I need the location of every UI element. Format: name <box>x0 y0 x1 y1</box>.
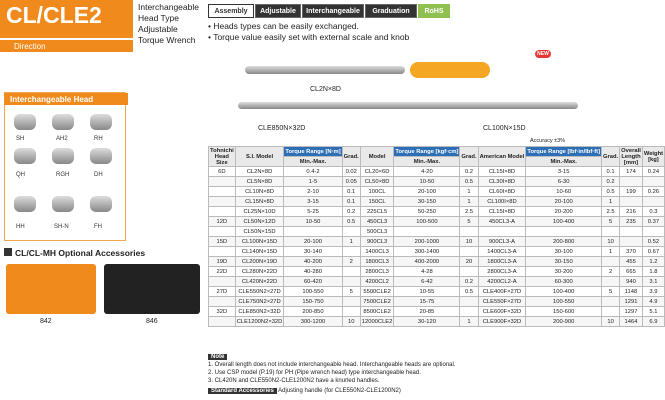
table-cell: 6D <box>209 167 236 177</box>
sub-header: Min.-Max. <box>394 157 460 167</box>
table-cell <box>342 277 360 287</box>
table-cell: CL10N×8D <box>235 187 284 197</box>
table-cell: 0.24 <box>642 167 664 177</box>
table-cell: 100CL <box>360 187 394 197</box>
table-cell: CLE900F×32D <box>478 317 526 327</box>
table-cell: 200-1000 <box>394 237 460 247</box>
table-cell: 8500CLE2 <box>360 307 394 317</box>
col-header: S.I. Model <box>235 147 284 167</box>
table-cell: 1800CL3-A <box>478 257 526 267</box>
table-cell <box>642 197 664 207</box>
table-cell: 370 <box>620 247 643 257</box>
col-header: Model <box>360 147 394 167</box>
table-row <box>209 227 665 237</box>
head-label: HH <box>16 224 25 230</box>
table-cell: 0.37 <box>642 217 664 227</box>
table-cell: 1 <box>460 187 478 197</box>
table-cell: 6.9 <box>642 317 664 327</box>
table-cell <box>209 177 236 187</box>
table-cell: CLE750N2×27D <box>235 297 284 307</box>
badge-rohs: RoHS <box>418 4 450 18</box>
head-rh-image <box>90 114 112 130</box>
table-cell: 0.5 <box>342 217 360 227</box>
table-cell <box>460 307 478 317</box>
badge-adjustable: Adjustable <box>255 4 301 18</box>
table-cell: 10 <box>460 237 478 247</box>
table-cell: 4.9 <box>642 297 664 307</box>
table-cell: 4200CL2 <box>360 277 394 287</box>
table-cell: 27D <box>209 287 236 297</box>
table-cell <box>620 197 643 207</box>
head-label: RH <box>94 136 103 142</box>
table-cell: 20-100 <box>526 197 602 207</box>
table-cell: 100-400 <box>526 287 602 297</box>
head-rgh-image <box>52 148 74 164</box>
table-cell: 1 <box>342 237 360 247</box>
table-cell: 20-85 <box>394 307 460 317</box>
table-cell <box>342 297 360 307</box>
table-cell: CL280N×22D <box>235 267 284 277</box>
case-842-image <box>6 264 96 314</box>
col-header: Tohnichi Head Size <box>210 147 234 166</box>
table-cell: 150CL <box>360 197 394 207</box>
table-cell <box>602 227 620 237</box>
heads-grid <box>6 108 124 238</box>
table-row <box>209 217 665 227</box>
table-cell <box>209 317 236 327</box>
page-title: CL/CLE2 <box>6 2 102 28</box>
table-cell <box>642 177 664 187</box>
table-cell: 5 <box>602 217 620 227</box>
head-label: DH <box>94 172 103 178</box>
table-cell: 1800CL3 <box>360 257 394 267</box>
table-cell: CL15I×8D <box>478 207 526 217</box>
table-row <box>209 297 665 307</box>
badge-graduation: Graduation <box>365 4 417 18</box>
table-cell: 0.2 <box>602 177 620 187</box>
badge-assembly: Assembly <box>208 4 254 18</box>
table-cell: 150-750 <box>284 297 342 307</box>
feature-item: • Heads types can be easily exchanged. <box>208 21 359 31</box>
table-cell <box>460 247 478 257</box>
table-cell <box>209 187 236 197</box>
table-cell: CL50N×12D <box>235 217 284 227</box>
table-cell: CL15N×8D <box>235 197 284 207</box>
table-cell: 665 <box>620 267 643 277</box>
table-cell: 1 <box>602 197 620 207</box>
table-cell: 6-30 <box>526 177 602 187</box>
table-cell: 200-850 <box>284 307 342 317</box>
table-cell: 450CL3 <box>360 217 394 227</box>
table-row <box>209 257 665 267</box>
head-label: AH2 <box>56 136 68 142</box>
table-cell: 100-550 <box>526 297 602 307</box>
table-cell: CL15I×8D <box>478 167 526 177</box>
table-cell: 2800CL3-A <box>478 267 526 277</box>
table-cell <box>602 277 620 287</box>
accessory-label: 842 <box>40 318 52 325</box>
head-shn-image <box>52 196 74 212</box>
accessory-label: 846 <box>146 318 158 325</box>
table-cell: 0.5 <box>602 187 620 197</box>
table-row <box>209 237 665 247</box>
table-cell: 4-28 <box>394 267 460 277</box>
table-cell: 50-250 <box>394 207 460 217</box>
section-marker-icon <box>4 248 12 256</box>
table-row <box>209 267 665 277</box>
table-cell: 5500CLE2 <box>360 287 394 297</box>
table-cell <box>209 197 236 207</box>
table-cell: CL140N×15D <box>235 247 284 257</box>
table-cell: 10 <box>342 317 360 327</box>
table-cell: CLE850N2×32D <box>235 307 284 317</box>
table-cell: 30-140 <box>284 247 342 257</box>
table-cell: 200-900 <box>526 317 602 327</box>
accuracy-note: Accuracy ±3% <box>530 138 566 144</box>
table-cell: CL50N×15D <box>235 227 284 237</box>
table-cell: 20 <box>460 257 478 267</box>
product-label: CL100N×15D <box>483 125 526 132</box>
table-cell: 0.1 <box>342 197 360 207</box>
table-cell: 20-200 <box>526 207 602 217</box>
table-cell: 300-1200 <box>284 317 342 327</box>
table-cell: 100-550 <box>284 287 342 297</box>
table-cell: 10 <box>602 317 620 327</box>
table-cell: 20-100 <box>394 187 460 197</box>
product-label: CLE850N×32D <box>258 125 306 132</box>
table-cell: 15-75 <box>394 297 460 307</box>
table-cell <box>602 297 620 307</box>
table-cell: 30-150 <box>394 197 460 207</box>
col-header: Overall Length [mm] <box>621 147 641 166</box>
table-cell: 5.1 <box>642 307 664 317</box>
table-cell: 12D <box>209 217 236 227</box>
table-cell: 0.02 <box>342 167 360 177</box>
table-cell: 22D <box>209 267 236 277</box>
wrench-cl2n-image <box>245 62 495 78</box>
accessory-text: Adjusting handle (for CLE550N2-CLE1200N2) <box>278 388 401 394</box>
table-cell: 0.67 <box>642 247 664 257</box>
table-cell: 0.4-2 <box>284 167 342 177</box>
head-label: SH-N <box>54 224 69 230</box>
table-cell <box>284 227 342 237</box>
note-line: 3. CL420N and CLE550N2-CLE1200N2 have a knurled handles. <box>208 378 380 384</box>
notes <box>208 353 456 395</box>
table-cell: 225CL5 <box>360 207 394 217</box>
page-subtitle: Interchangeable Head Type Adjustable Torque Wrench <box>138 2 199 45</box>
table-row <box>209 177 665 187</box>
feature-list <box>208 21 409 43</box>
table-cell: 455 <box>620 257 643 267</box>
table-cell: CL20×6D <box>360 167 394 177</box>
table-cell: 0.26 <box>642 187 664 197</box>
table-cell: 0.1 <box>602 167 620 177</box>
table-cell: 940 <box>620 277 643 287</box>
table-cell <box>209 297 236 307</box>
table-cell: 1464 <box>620 317 643 327</box>
table-cell: 10-55 <box>394 287 460 297</box>
table-cell: 4-20 <box>394 167 460 177</box>
table-cell: CL25N×10D <box>235 207 284 217</box>
table-cell: 0.05 <box>342 177 360 187</box>
feature-item: • Torque value easily set with external scale and knob <box>208 32 410 42</box>
col-header: Grad. <box>460 147 478 167</box>
table-cell: 12000CLE2 <box>361 318 393 325</box>
table-cell: 1400CL3 <box>360 247 394 257</box>
col-header: Weight [kg] <box>642 147 664 167</box>
col-header: Torque Range [kgf·cm] <box>395 148 459 155</box>
head-qh-image <box>14 148 36 164</box>
product-label: CL2N×8D <box>310 86 341 93</box>
spec-table-wrapper <box>208 146 665 327</box>
table-cell: CL420N×22D <box>235 277 284 287</box>
head-fh-image <box>90 196 112 212</box>
table-cell: 1291 <box>620 297 643 307</box>
note-line: 1. Overall length does not include interchangeable head. Interchangeable heads are optional. <box>208 362 456 368</box>
head-label: RGH <box>56 172 70 178</box>
table-cell: 3.9 <box>642 287 664 297</box>
table-row <box>209 307 665 317</box>
table-cell: 0.2 <box>342 207 360 217</box>
table-cell: 15D <box>209 237 236 247</box>
table-cell: 5-25 <box>284 207 342 217</box>
table-cell: 500CL3 <box>360 227 394 237</box>
head-dh-image <box>90 148 112 164</box>
table-cell: 1400CL3-A <box>478 247 526 257</box>
table-cell: 32D <box>209 307 236 317</box>
table-cell: CL100I×8D <box>478 197 526 207</box>
table-cell <box>342 227 360 237</box>
table-cell: 0.3 <box>642 207 664 217</box>
table-cell <box>209 207 236 217</box>
table-cell <box>342 307 360 317</box>
table-cell <box>478 227 526 237</box>
table-cell: 2 <box>342 257 360 267</box>
table-cell: 0.1 <box>342 187 360 197</box>
table-cell: 1-5 <box>284 177 342 187</box>
table-cell: 1148 <box>620 287 643 297</box>
table-cell: 2800CL3 <box>360 267 394 277</box>
table-cell: CLE550F×27D <box>478 297 526 307</box>
table-cell: 1.8 <box>642 267 664 277</box>
table-cell <box>460 267 478 277</box>
table-cell: CL30I×8D <box>478 177 526 187</box>
table-cell: 1 <box>460 317 478 327</box>
table-cell: 40-280 <box>284 267 342 277</box>
table-cell: 174 <box>620 167 643 177</box>
head-ah2-image <box>52 114 74 130</box>
table-cell: 150-600 <box>526 307 602 317</box>
table-cell <box>342 267 360 277</box>
case-846-image <box>104 264 200 314</box>
table-cell: 10-60 <box>526 187 602 197</box>
table-cell: 30-100 <box>526 247 602 257</box>
table-cell: 216 <box>620 207 643 217</box>
table-row <box>209 197 665 207</box>
table-cell: CL200N×19D <box>235 257 284 267</box>
table-cell: CLE400F×27D <box>478 287 526 297</box>
note-label: Note <box>208 354 227 360</box>
spec-table <box>208 146 665 327</box>
table-cell: 100-500 <box>394 217 460 227</box>
table-cell: 1 <box>460 197 478 207</box>
table-cell: 10-50 <box>394 177 460 187</box>
table-row <box>209 277 665 287</box>
head-label: SH <box>16 136 25 142</box>
table-cell: CLE1200N2×32D <box>236 318 283 325</box>
table-cell: 2.5 <box>460 207 478 217</box>
table-cell: 5 <box>460 217 478 227</box>
table-cell: CLE600F×32D <box>478 307 526 317</box>
optional-title: CL/CL-MH Optional Accessories <box>15 248 146 258</box>
table-cell: 200-800 <box>526 237 602 247</box>
badge-interchangeable: Interchangeable <box>302 4 364 18</box>
table-cell <box>460 227 478 237</box>
table-cell: 30-200 <box>526 267 602 277</box>
table-cell: 3-15 <box>526 167 602 177</box>
table-row <box>209 287 665 297</box>
table-cell: 0.5 <box>460 177 478 187</box>
table-cell: 19D <box>209 257 236 267</box>
table-cell <box>526 227 602 237</box>
table-cell: 5 <box>342 287 360 297</box>
wrench-cle850n-image <box>238 102 578 109</box>
new-badge: NEW <box>535 50 551 58</box>
heads-title: Interchangeable Head <box>4 93 128 105</box>
table-cell: 0.2 <box>460 277 478 287</box>
table-cell <box>209 277 236 287</box>
table-cell <box>209 247 236 257</box>
table-cell <box>394 227 460 237</box>
head-sh-image <box>14 114 36 130</box>
table-cell: 7500CLE2 <box>360 297 394 307</box>
table-cell: 0.5 <box>460 287 478 297</box>
table-cell: 20-100 <box>284 237 342 247</box>
head-label: FH <box>94 224 102 230</box>
table-cell: 10 <box>602 237 620 247</box>
table-cell: 3.1 <box>642 277 664 287</box>
table-row <box>209 207 665 217</box>
head-hh-image <box>14 196 36 212</box>
table-cell: CL100N×15D <box>235 237 284 247</box>
table-cell <box>460 297 478 307</box>
table-cell: 30-120 <box>394 317 460 327</box>
table-cell <box>342 247 360 257</box>
table-cell: 6-42 <box>394 277 460 287</box>
table-cell <box>620 237 643 247</box>
table-cell: 2-10 <box>284 187 342 197</box>
table-cell: 235 <box>620 217 643 227</box>
table-cell: CL60I×8D <box>478 187 526 197</box>
table-cell: 30-150 <box>526 257 602 267</box>
table-cell: 1297 <box>620 307 643 317</box>
table-cell <box>602 257 620 267</box>
table-cell: 10-50 <box>284 217 342 227</box>
table-cell: 400-2000 <box>394 257 460 267</box>
table-cell: CL50×8D <box>360 177 394 187</box>
table-cell: CLE550N2×27D <box>235 287 284 297</box>
table-row <box>209 187 665 197</box>
table-row <box>209 167 665 177</box>
table-cell: 2 <box>602 267 620 277</box>
table-cell <box>209 227 236 237</box>
table-cell: 2.5 <box>602 207 620 217</box>
table-cell: 1.2 <box>642 257 664 267</box>
table-cell: 3-15 <box>284 197 342 207</box>
table-row <box>209 247 665 257</box>
orange-handle <box>410 62 490 78</box>
col-header: American Model <box>478 147 526 167</box>
table-cell: 40-200 <box>284 257 342 267</box>
table-cell: 4200CL2-A <box>478 277 526 287</box>
sub-header: Min.-Max. <box>284 157 342 167</box>
table-cell <box>620 177 643 187</box>
direction-label: Direction <box>0 40 133 52</box>
table-cell: 60-420 <box>284 277 342 287</box>
table-cell: 900CL3 <box>360 237 394 247</box>
table-cell: 450CL3-A <box>478 217 526 227</box>
col-header: Grad. <box>342 147 360 167</box>
note-line: 2. Use CSP model (P.19) for PH (Pipe wrench head) type interchangeable head. <box>208 370 421 376</box>
table-cell: 5 <box>602 287 620 297</box>
table-cell <box>620 227 643 237</box>
table-cell <box>642 227 664 237</box>
table-cell: 1 <box>602 247 620 257</box>
col-header: Grad. <box>602 147 620 167</box>
table-cell: 900CL3-A <box>478 237 526 247</box>
col-header: Torque Range [N·m] <box>285 148 341 155</box>
table-cell <box>602 307 620 317</box>
table-cell: 300-1400 <box>394 247 460 257</box>
table-cell: CL2N×8D <box>235 167 284 177</box>
table-cell: 100-400 <box>526 217 602 227</box>
table-cell: 0.52 <box>642 237 664 247</box>
col-header: Torque Range [lbf·in/lbf·ft] <box>527 148 601 155</box>
head-label: QH <box>16 172 25 178</box>
accessory-label: Standard Accessories <box>208 388 277 394</box>
table-row <box>209 317 665 327</box>
table-cell: 0.2 <box>460 167 478 177</box>
table-cell: 60-300 <box>526 277 602 287</box>
sub-header: Min.-Max. <box>526 157 602 167</box>
table-cell: 199 <box>620 187 643 197</box>
table-cell: CL5N×8D <box>235 177 284 187</box>
